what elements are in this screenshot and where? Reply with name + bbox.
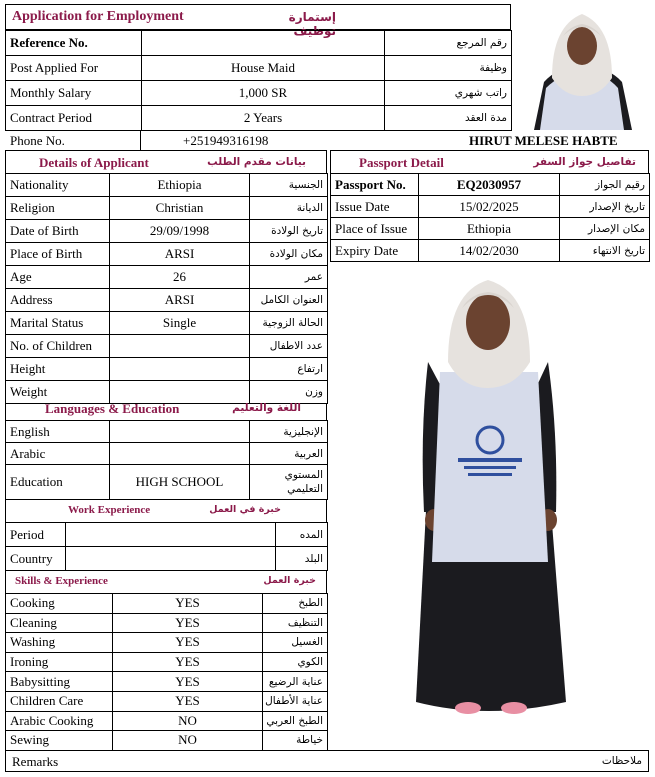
- language-row: [6, 421, 328, 443]
- age-label-ar: عمر: [250, 266, 328, 289]
- place-of-issue-label-ar: مكان الإصدار: [560, 218, 650, 240]
- pob-label: Place of Birth: [6, 243, 110, 266]
- weight-label-ar: وزن: [250, 381, 328, 404]
- height-label-ar: ارتفاع: [250, 358, 328, 381]
- religion-value: Christian: [110, 197, 250, 220]
- remarks-label-ar: ملاحظات: [601, 755, 642, 767]
- work-table: [5, 522, 328, 571]
- nationality-value: Ethiopia: [110, 174, 250, 197]
- marital-value: Single: [110, 312, 250, 335]
- portrait-illustration: [516, 4, 649, 130]
- title-en: Application for Employment: [12, 9, 184, 24]
- babysitting-label-ar: عناية الرضيع: [263, 672, 328, 692]
- details-title-ar: بيانات مقدم الطلب: [207, 156, 306, 168]
- height-value: [110, 358, 250, 381]
- address-value: ARSI: [110, 289, 250, 312]
- pob-label-ar: مكان الولادة: [250, 243, 328, 266]
- education-label-ar: المستوي التعليمي: [250, 465, 328, 500]
- applicant-name: HIRUT MELESE HABTE: [469, 133, 618, 148]
- arabic-cooking-label-ar: الطبخ العربي: [263, 711, 328, 731]
- skill-row: [6, 691, 328, 711]
- country-value: [66, 547, 276, 571]
- sewing-label-ar: خياطة: [263, 731, 328, 751]
- applicant-full-photo: [336, 262, 649, 750]
- details-row: [6, 243, 328, 266]
- english-label-ar: الإنجليزية: [250, 421, 328, 443]
- work-title-bar: [5, 499, 327, 522]
- dob-label: Date of Birth: [6, 220, 110, 243]
- full-body-illustration: [336, 262, 649, 750]
- phone-value: +251949316198: [183, 133, 269, 148]
- height-label: Height: [6, 358, 110, 381]
- ironing-label: Ironing: [6, 652, 113, 672]
- passport-title-ar: تفاصيل جواز السفر: [533, 156, 636, 168]
- skills-title-ar: خبرة العمل: [263, 575, 316, 586]
- applicant-portrait-photo: [516, 4, 649, 130]
- details-row: [6, 174, 328, 197]
- english-value: [110, 421, 250, 443]
- languages-title-bar: [5, 403, 327, 420]
- babysitting-value: YES: [113, 672, 263, 692]
- skills-title-en: Skills & Experience: [15, 575, 108, 587]
- children-label-ar: عدد الاطفال: [250, 335, 328, 358]
- details-table: [5, 173, 328, 404]
- post-label: Post Applied For: [6, 56, 142, 81]
- contract-row: [6, 106, 512, 131]
- post-value: House Maid: [142, 56, 385, 81]
- english-label: English: [6, 421, 110, 443]
- salary-label-ar: راتب شهري: [385, 81, 512, 106]
- issue-date-value: 15/02/2025: [419, 196, 560, 218]
- details-row: [6, 312, 328, 335]
- children-care-label: Children Care: [6, 691, 113, 711]
- skill-row: [6, 594, 328, 614]
- expiry-date-value: 14/02/2030: [419, 240, 560, 262]
- top-table: [5, 30, 512, 131]
- passport-no-label: Passport No.: [331, 174, 419, 196]
- languages-title-en: Languages & Education: [45, 401, 180, 416]
- passport-title-en: Passport Detail: [359, 155, 444, 170]
- reference-value: [142, 31, 385, 56]
- remarks-row: [5, 750, 649, 772]
- cleaning-value: YES: [113, 613, 263, 633]
- work-title-ar: خبرة في العمل: [209, 504, 281, 515]
- details-row: [6, 289, 328, 312]
- age-label: Age: [6, 266, 110, 289]
- contract-value: 2 Years: [142, 106, 385, 131]
- period-value: [66, 523, 276, 547]
- post-label-ar: وظيفة: [385, 56, 512, 81]
- arabic-label: Arabic: [6, 443, 110, 465]
- sewing-value: NO: [113, 731, 263, 751]
- pob-value: ARSI: [110, 243, 250, 266]
- skill-row: [6, 652, 328, 672]
- skill-row: [6, 731, 328, 751]
- religion-label: Religion: [6, 197, 110, 220]
- passport-row: [331, 174, 650, 196]
- ironing-value: YES: [113, 652, 263, 672]
- address-label-ar: العنوان الكامل: [250, 289, 328, 312]
- details-row: [6, 197, 328, 220]
- country-label: Country: [6, 547, 66, 571]
- passport-no-label-ar: رقيم الجواز: [560, 174, 650, 196]
- washing-label: Washing: [6, 633, 113, 653]
- period-label: Period: [6, 523, 66, 547]
- nationality-label-ar: الجنسية: [250, 174, 328, 197]
- period-label-ar: المده: [276, 523, 328, 547]
- passport-no-value: EQ2030957: [419, 174, 560, 196]
- work-row: [6, 523, 328, 547]
- salary-label: Monthly Salary: [6, 81, 142, 106]
- work-row: [6, 547, 328, 571]
- cleaning-label-ar: التنظيف: [263, 613, 328, 633]
- passport-title-bar: [330, 150, 649, 173]
- title-ar: إستمارة توظيف: [288, 10, 336, 38]
- children-care-value: YES: [113, 691, 263, 711]
- contract-label-ar: مدة العقد: [385, 106, 512, 131]
- languages-table: [5, 420, 328, 500]
- details-title-en: Details of Applicant: [39, 155, 149, 170]
- passport-table: [330, 173, 650, 262]
- cooking-label-ar: الطبخ: [263, 594, 328, 614]
- skill-row: [6, 613, 328, 633]
- washing-value: YES: [113, 633, 263, 653]
- education-label: Education: [6, 465, 110, 500]
- phone-row: [5, 130, 649, 150]
- passport-row: [331, 240, 650, 262]
- skill-row: [6, 633, 328, 653]
- country-label-ar: البلد: [276, 547, 328, 571]
- details-row: [6, 266, 328, 289]
- arabic-cooking-value: NO: [113, 711, 263, 731]
- arabic-label-ar: العربية: [250, 443, 328, 465]
- cooking-label: Cooking: [6, 594, 113, 614]
- details-row: [6, 358, 328, 381]
- education-value: HIGH SCHOOL: [110, 465, 250, 500]
- religion-label-ar: الديانة: [250, 197, 328, 220]
- issue-date-label: Issue Date: [331, 196, 419, 218]
- children-value: [110, 335, 250, 358]
- marital-label-ar: الحالة الزوجية: [250, 312, 328, 335]
- children-care-label-ar: عناية الأطفال: [263, 691, 328, 711]
- reference-label-ar: رقم المرجع: [385, 31, 512, 56]
- expiry-date-label-ar: تاريخ الانتهاء: [560, 240, 650, 262]
- skills-title-bar: [5, 570, 327, 593]
- phone-label: Phone No.: [10, 133, 65, 148]
- weight-label: Weight: [6, 381, 110, 404]
- reference-label: Reference No.: [6, 31, 142, 56]
- header-box: [5, 4, 511, 38]
- skill-row: [6, 711, 328, 731]
- contract-label: Contract Period: [6, 106, 142, 131]
- skills-table: [5, 593, 328, 751]
- work-title-en: Work Experience: [68, 504, 151, 516]
- salary-row: [6, 81, 512, 106]
- nationality-label: Nationality: [6, 174, 110, 197]
- ironing-label-ar: الكوي: [263, 652, 328, 672]
- languages-title-ar: اللغة والتعليم: [232, 402, 301, 414]
- cooking-value: YES: [113, 594, 263, 614]
- dob-label-ar: تاريخ الولادة: [250, 220, 328, 243]
- expiry-date-label: Expiry Date: [331, 240, 419, 262]
- place-of-issue-value: Ethiopia: [419, 218, 560, 240]
- details-row: [6, 335, 328, 358]
- sewing-label: Sewing: [6, 731, 113, 751]
- address-label: Address: [6, 289, 110, 312]
- arabic-cooking-label: Arabic Cooking: [6, 711, 113, 731]
- details-title-bar: [5, 150, 327, 173]
- phone-divider: [140, 130, 141, 150]
- cleaning-label: Cleaning: [6, 613, 113, 633]
- passport-row: [331, 196, 650, 218]
- issue-date-label-ar: تاريخ الإصدار: [560, 196, 650, 218]
- babysitting-label: Babysitting: [6, 672, 113, 692]
- details-row: [6, 220, 328, 243]
- post-row: [6, 56, 512, 81]
- marital-label: Marital Status: [6, 312, 110, 335]
- washing-label-ar: الغسيل: [263, 633, 328, 653]
- children-label: No. of Children: [6, 335, 110, 358]
- passport-row: [331, 218, 650, 240]
- salary-value: 1,000 SR: [142, 81, 385, 106]
- language-row: [6, 443, 328, 465]
- skill-row: [6, 672, 328, 692]
- age-value: 26: [110, 266, 250, 289]
- place-of-issue-label: Place of Issue: [331, 218, 419, 240]
- reference-row: [6, 31, 512, 56]
- education-row: [6, 465, 328, 500]
- remarks-label: Remarks: [12, 754, 59, 769]
- dob-value: 29/09/1998: [110, 220, 250, 243]
- arabic-value: [110, 443, 250, 465]
